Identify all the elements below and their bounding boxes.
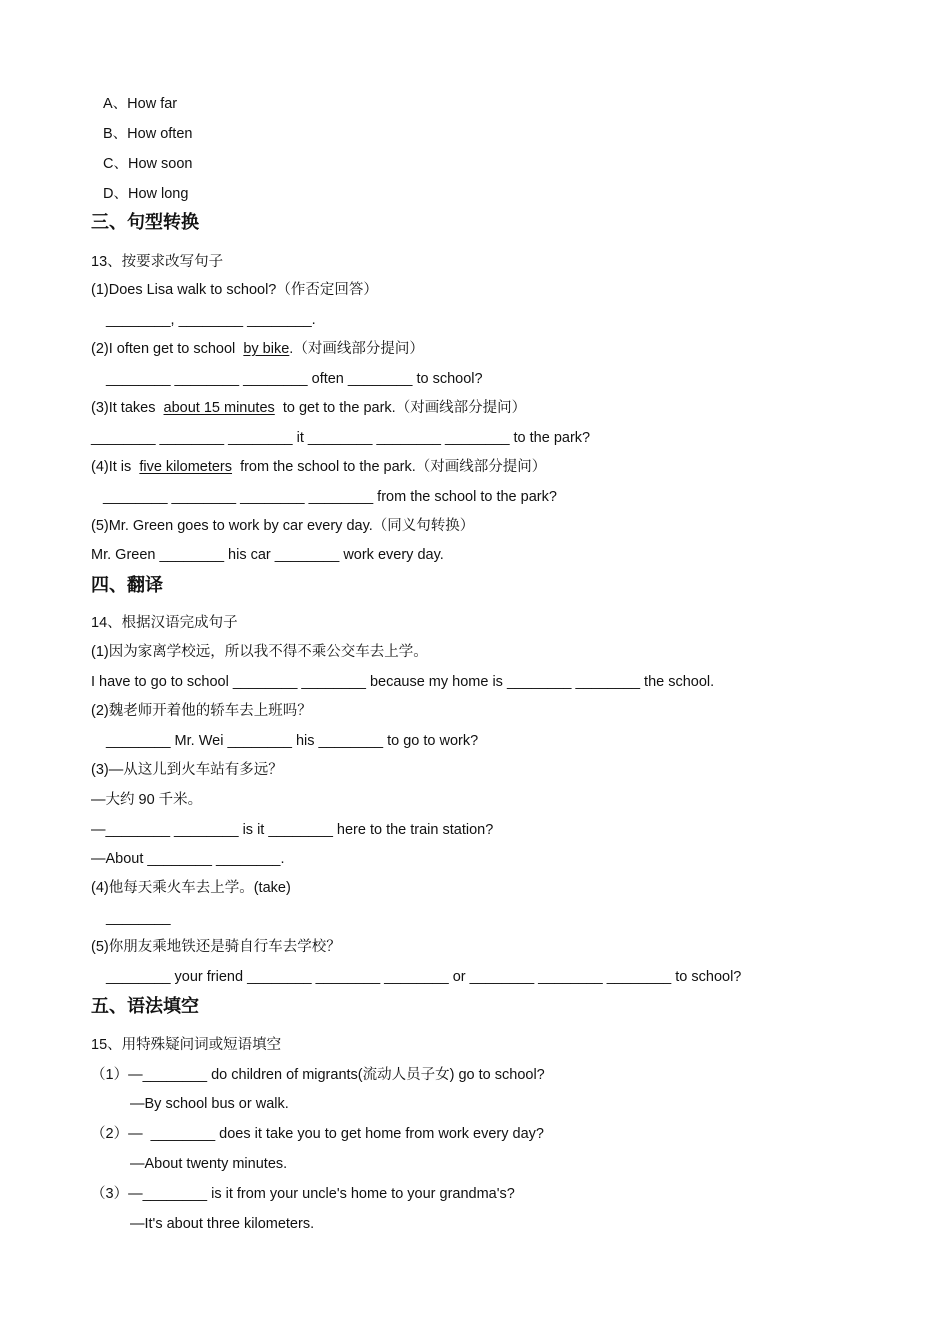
q13-part1-answer: ________, ________ ________. bbox=[106, 312, 316, 328]
q13-part5-answer: Mr. Green ________ his car ________ work every day. bbox=[91, 547, 444, 563]
q13-part2-underlined: by bike bbox=[243, 341, 290, 357]
q14-part5-answer: ________ your friend ________ ________ ________ or ________ ________ ________ to school? bbox=[106, 969, 742, 985]
q15-part3: （3）—________ is it from your uncle's home to your grandma's? bbox=[91, 1186, 515, 1202]
q13-part5: (5)Mr. Green goes to work by car every day.（同义句转换） bbox=[91, 518, 475, 534]
q15-part1-answer: —By school bus or walk. bbox=[130, 1096, 289, 1112]
question-15-instruction: 15、用特殊疑问词或短语填空 bbox=[91, 1037, 282, 1053]
q14-part4-answer: ________ bbox=[106, 910, 171, 926]
q14-part3-answer-1: —________ ________ is it ________ here to the train station? bbox=[91, 822, 494, 838]
q13-part1: (1)Does Lisa walk to school?（作否定回答） bbox=[91, 282, 378, 298]
q13-part3-answer: ________ ________ ________ it ________ ________ ________ to the park? bbox=[91, 430, 591, 446]
q14-part5: (5)你朋友乘地铁还是骑自行车去学校？ bbox=[91, 939, 341, 955]
question-13-instruction: 13、按要求改写句子 bbox=[91, 254, 224, 270]
q13-part2-pre: (2)I often get to school bbox=[91, 341, 244, 357]
q14-part2-answer: ________ Mr. Wei ________ his ________ to go to work? bbox=[106, 733, 479, 749]
q13-part2 bbox=[91, 340, 424, 358]
q14-part1: (1)因为家离学校远，所以我不得不乘公交车去上学。 bbox=[91, 644, 428, 660]
q13-part4-answer: ________ ________ ________ ________ from the school to the park? bbox=[103, 489, 557, 505]
q13-part2-answer: ________ ________ ________ often ________ to school? bbox=[106, 371, 483, 387]
option-a: A、How far bbox=[103, 96, 178, 112]
q14-part3-answer-2: —About ________ ________. bbox=[91, 851, 285, 867]
q15-part1: （1）—________ do children of migrants(流动人员子女) go to school? bbox=[91, 1067, 545, 1083]
section-4-heading: 四、翻译 bbox=[91, 575, 163, 596]
q13-part3-pre: (3)It takes bbox=[91, 400, 164, 416]
option-d: D、How long bbox=[103, 186, 189, 202]
q14-part2: (2)魏老师开着他的轿车去上班吗？ bbox=[91, 703, 312, 719]
q13-part4-pre: (4)It is bbox=[91, 459, 140, 475]
q14-part1-answer: I have to go to school ________ ________ because my home is ________ ________ the school. bbox=[91, 674, 715, 690]
q15-part2: （2）— ________ does it take you to get home from work every day? bbox=[91, 1126, 544, 1142]
option-c: C、How soon bbox=[103, 156, 193, 172]
q14-part4: (4)他每天乘火车去上学。(take) bbox=[91, 880, 291, 896]
q13-part3 bbox=[91, 399, 526, 417]
q14-part3-reply: —大约 90 千米。 bbox=[91, 792, 203, 808]
section-3-heading: 三、句型转换 bbox=[91, 212, 199, 233]
q13-part4-underlined: five kilometers bbox=[139, 459, 233, 475]
q15-part3-answer: —It's about three kilometers. bbox=[130, 1216, 315, 1232]
option-b: B、How often bbox=[103, 126, 193, 142]
q13-part3-underlined: about 15 minutes bbox=[163, 400, 275, 416]
question-14-instruction: 14、根据汉语完成句子 bbox=[91, 615, 238, 631]
q15-part2-answer: —About twenty minutes. bbox=[130, 1156, 288, 1172]
q14-part3: (3)—从这儿到火车站有多远？ bbox=[91, 762, 283, 778]
q13-part4-post: from the school to the park.（对画线部分提问） bbox=[232, 459, 547, 475]
q13-part3-post: to get to the park.（对画线部分提问） bbox=[274, 400, 527, 416]
q13-part2-post: .（对画线部分提问） bbox=[289, 341, 424, 357]
q13-part4 bbox=[91, 458, 546, 476]
section-5-heading: 五、语法填空 bbox=[91, 996, 199, 1017]
